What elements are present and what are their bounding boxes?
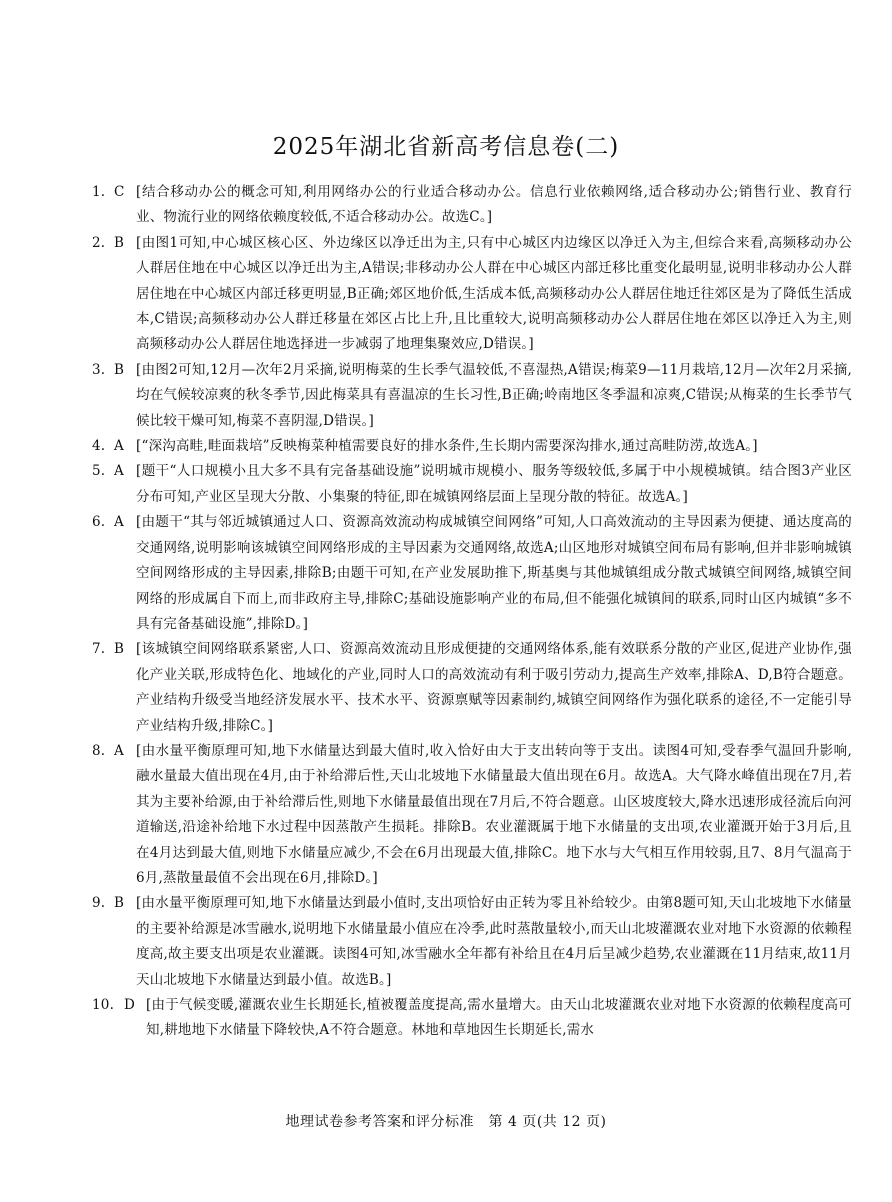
question-number: 5.	[92, 463, 106, 480]
answer-choice: B	[114, 641, 125, 658]
answer-item	[92, 231, 852, 358]
answer-choice: A	[114, 514, 124, 531]
answer-explanation: [由图2可知,12月—次年2月采摘,说明梅菜的生长季气温较低,不喜湿热,A错误;梅菜9—11月栽培,12月—次年2月采摘,均在气候较凉爽的秋冬季节,因此梅菜具有喜温凉的生长习性,B正确;岭南地区冬季温和凉爽,C错误;从梅菜的生长季节气候比较干燥可知,梅菜不喜阴湿,D错误。]	[136, 361, 852, 429]
question-number: 9.	[92, 895, 106, 912]
answer-explanation: [由水量平衡原理可知,地下水储量达到最大值时,收入恰好由大于支出转向等于支出。读图4可知,受春季气温回升影响,融水量最大值出现在4月,由于补给滞后性,天山北坡地下水储量最大值出现在6月。故选A。大气降水峰值出现在7月,若其为主要补给源,由于补给滞后性,则地下水储量最值出现在7月后,不符合题意。山区坡度较大,降水迅速形成径流后向河道输送,沿途补给地下水过程中因蒸散产生损耗。排除B。农业灌溉属于地下水储量的支出项,农业灌溉开始于3月后,且在4月达到最大值,则地下水储量应减少,不会在6月出现最大值,排除C。地下水与大气相互作用较弱,且7、8月气温高于6月,蒸散量最值不会出现在6月,排除D。]	[136, 742, 852, 886]
answer-explanation: [由水量平衡原理可知,地下水储量达到最小值时,支出项恰好由正转为零且补给较少。由第8题可知,天山北坡地下水储量的主要补给源是冰雪融水,说明地下水储量最小值应在冷季,此时蒸散量较小,而天山北坡灌溉农业对地下水资源的依赖程度高,故主要支出项是农业灌溉。读图4可知,冰雪融水全年都有补给且在4月后呈减少趋势,农业灌溉在11月结束,故11月天山北坡地下水储量达到最小值。故选B。]	[136, 895, 852, 988]
question-number: 8.	[92, 742, 106, 759]
question-number: 1.	[92, 184, 106, 200]
answer-choice: B	[114, 895, 125, 912]
answer-explanation: [由图1可知,中心城区核心区、外边缘区以净迁出为主,只有中心城区内边缘区以净迁入为主,但综合来看,高频移动办公人群居住地在中心城区以净迁出为主,A错误;非移动办公人群在中心城区内部迁移比重变化最明显,说明非移动办公人群居住地在中心城区内部迁移更明显,B正确;郊区地价低,生活成本低,高频移动办公人群居住地迁往郊区是为了降低生活成本,C错误;高频移动办公人群迁移量在郊区占比上升,且比重较大,说明高频移动办公人群居住地在郊区以净迁入为主,则高频移动办公人群居住地选择进一步减弱了地理集聚效应,D错误。]	[136, 234, 852, 353]
question-number: 2.	[92, 234, 106, 251]
question-number: 7.	[92, 641, 106, 658]
answer-item	[92, 739, 852, 891]
answer-item	[92, 180, 852, 231]
question-number: 6.	[92, 514, 106, 531]
answer-choice: A	[114, 463, 124, 480]
question-number: 10.	[92, 997, 115, 1013]
answer-item	[92, 637, 852, 739]
answer-choice: A	[114, 742, 124, 759]
answer-explanation: [由于气候变暖,灌溉农业生长期延长,植被覆盖度提高,需水量增大。由天山北坡灌溉农业对地下水资源的依赖程度高可知,耕地地下水储量下降较快,A不符合题意。林地和草地因生长期延长,需水	[146, 997, 852, 1039]
answer-explanation: [该城镇空间网络联系紧密,人口、资源高效流动且形成便捷的交通网络体系,能有效联系分散的产业区,促进产业协作,强化产业关联,形成特色化、地域化的产业,同时人口的高效流动有利于吸引劳动力,提高生产效率,排除A、D,B符合题意。产业结构升级受当地经济发展水平、技术水平、资源禀赋等因素制约,城镇空间网络作为强化联系的途径,不一定能引导产业结构升级,排除C。]	[136, 641, 852, 734]
answer-item	[92, 358, 852, 434]
page-title: 2025年湖北省新高考信息卷(二)	[272, 134, 620, 160]
answer-item	[92, 459, 852, 510]
answer-choice: A	[114, 438, 124, 455]
answer-explanation: [由题干“其与邻近城镇通过人口、资源高效流动构成城镇空间网络”可知,人口高效流动的主导因素为便捷、通达度高的交通网络,说明影响该城镇空间网络形成的主导因素为交通网络,故选A;山区地形对城镇空间布局有影响,但并非影响城镇空间网络形成的主导因素,排除B;由题干可知,在产业发展助推下,斯基奥与其他城镇组成分散式城镇空间网络,城镇空间网络的形成属自下而上,而非政府主导,排除C;基础设施影响产业的布局,但不能强化城镇间的联系,同时山区内城镇“多不具有完备基础设施”,排除D。]	[136, 514, 852, 632]
answer-choice: C	[114, 184, 125, 200]
answer-explanation: [题干“人口规模小且大多不具有完备基础设施”说明城市规模小、服务等级较低,多属于中小规模城镇。结合图3产业区分布可知,产业区呈现大分散、小集聚的特征,即在城镇网络层面上呈现分散的特征。故选A。]	[136, 463, 852, 505]
question-number: 4.	[92, 438, 106, 455]
answer-choice: B	[114, 234, 125, 251]
answer-item	[92, 891, 852, 993]
answer-explanation: [“深沟高畦,畦面栽培”反映梅菜种植需要良好的排水条件,生长期内需要深沟排水,通过高畦防涝,故选A。]	[136, 438, 758, 455]
answer-choice: B	[114, 361, 125, 378]
answer-choice: D	[124, 997, 136, 1013]
answer-item	[92, 993, 852, 1044]
answer-item	[92, 510, 852, 637]
question-number: 3.	[92, 361, 106, 378]
answer-explanation: [结合移动办公的概念可知,利用网络办公的行业适合移动办公。信息行业依赖网络,适合移动办公;销售行业、教育行业、物流行业的网络依赖度较低,不适合移动办公。故选C。]	[136, 184, 852, 226]
answer-list	[92, 180, 852, 1044]
page-footer: 地理试卷参考答案和评分标准 第 4 页(共 12 页)	[285, 1114, 607, 1130]
answer-item	[92, 434, 852, 459]
